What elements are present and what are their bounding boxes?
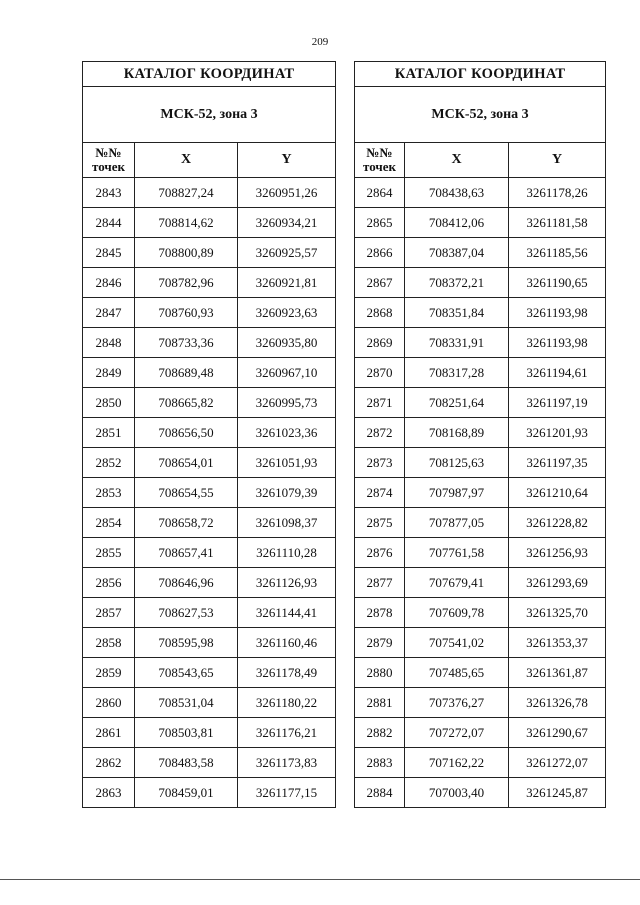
- x-coordinate-cell: 708627,53: [135, 598, 238, 628]
- table-row: [83, 178, 336, 208]
- table-row: [83, 508, 336, 538]
- table-row: [83, 598, 336, 628]
- y-coordinate-cell: 3260921,81: [238, 268, 336, 298]
- table-row: [83, 238, 336, 268]
- table-row: [83, 688, 336, 718]
- x-coordinate-cell: 707485,65: [405, 658, 509, 688]
- x-coordinate-cell: 707609,78: [405, 598, 509, 628]
- point-number-header-line2: точек: [363, 159, 396, 174]
- x-coordinate-cell: 707877,05: [405, 508, 509, 538]
- table-row: [355, 778, 606, 808]
- point-number-cell: 2844: [83, 208, 135, 238]
- table-row: [355, 538, 606, 568]
- point-number-cell: 2873: [355, 448, 405, 478]
- table-row: [83, 328, 336, 358]
- x-coordinate-cell: 708800,89: [135, 238, 238, 268]
- y-coordinate-cell: 3261098,37: [238, 508, 336, 538]
- y-coordinate-cell: 3261256,93: [509, 538, 606, 568]
- point-number-cell: 2860: [83, 688, 135, 718]
- table-row: [83, 358, 336, 388]
- point-number-cell: 2883: [355, 748, 405, 778]
- x-coordinate-cell: 708459,01: [135, 778, 238, 808]
- table-row: [83, 748, 336, 778]
- table-row: [355, 418, 606, 448]
- x-coordinate-cell: 708760,93: [135, 298, 238, 328]
- y-coordinate-cell: 3261177,15: [238, 778, 336, 808]
- y-coordinate-cell: 3261325,70: [509, 598, 606, 628]
- point-number-cell: 2869: [355, 328, 405, 358]
- point-number-cell: 2851: [83, 418, 135, 448]
- table-row: [83, 268, 336, 298]
- y-coordinate-cell: 3261178,49: [238, 658, 336, 688]
- x-coordinate-cell: 708595,98: [135, 628, 238, 658]
- y-coordinate-cell: 3261293,69: [509, 568, 606, 598]
- table-row: [355, 568, 606, 598]
- point-number-cell: 2866: [355, 238, 405, 268]
- y-coordinate-cell: 3261361,87: [509, 658, 606, 688]
- x-coordinate-cell: 707376,27: [405, 688, 509, 718]
- x-coordinate-cell: 708351,84: [405, 298, 509, 328]
- y-coordinate-cell: 3261290,67: [509, 718, 606, 748]
- catalog-rows: [83, 178, 336, 808]
- y-coordinate-cell: 3261197,19: [509, 388, 606, 418]
- table-row: [355, 208, 606, 238]
- x-coordinate-cell: 707162,22: [405, 748, 509, 778]
- y-coordinate-cell: 3261178,26: [509, 178, 606, 208]
- x-coordinate-cell: 708814,62: [135, 208, 238, 238]
- table-row: [355, 658, 606, 688]
- x-coordinate-cell: 707679,41: [405, 568, 509, 598]
- x-coordinate-cell: 708503,81: [135, 718, 238, 748]
- point-number-cell: 2868: [355, 298, 405, 328]
- point-number-cell: 2858: [83, 628, 135, 658]
- x-coordinate-cell: 708689,48: [135, 358, 238, 388]
- y-coordinate-cell: 3261245,87: [509, 778, 606, 808]
- x-coordinate-cell: 707272,07: [405, 718, 509, 748]
- point-number-cell: 2859: [83, 658, 135, 688]
- point-number-header-line1: №№: [95, 145, 122, 160]
- point-number-cell: 2884: [355, 778, 405, 808]
- x-coordinate-cell: 708372,21: [405, 268, 509, 298]
- point-number-cell: 2876: [355, 538, 405, 568]
- point-number-header: [355, 143, 405, 178]
- table-row: [83, 298, 336, 328]
- point-number-cell: 2863: [83, 778, 135, 808]
- point-number-cell: 2878: [355, 598, 405, 628]
- table-row: [355, 508, 606, 538]
- table-row: [83, 568, 336, 598]
- table-row: [355, 598, 606, 628]
- coordinate-catalog-table-left: [82, 61, 336, 808]
- table-row: [83, 628, 336, 658]
- point-number-cell: 2862: [83, 748, 135, 778]
- table-row: [83, 208, 336, 238]
- point-number-cell: 2854: [83, 508, 135, 538]
- point-number-cell: 2874: [355, 478, 405, 508]
- x-column-header: X: [135, 143, 238, 178]
- x-coordinate-cell: 708654,01: [135, 448, 238, 478]
- x-coordinate-cell: 708654,55: [135, 478, 238, 508]
- x-coordinate-cell: 708251,64: [405, 388, 509, 418]
- table-row: [83, 448, 336, 478]
- y-coordinate-cell: 3261201,93: [509, 418, 606, 448]
- page-number: 209: [311, 36, 329, 48]
- table-row: [83, 718, 336, 748]
- table-row: [355, 718, 606, 748]
- point-number-cell: 2847: [83, 298, 135, 328]
- y-coordinate-cell: 3261023,36: [238, 418, 336, 448]
- point-number-cell: 2870: [355, 358, 405, 388]
- table-row: [355, 478, 606, 508]
- y-coordinate-cell: 3261193,98: [509, 298, 606, 328]
- point-number-cell: 2856: [83, 568, 135, 598]
- x-coordinate-cell: 708646,96: [135, 568, 238, 598]
- point-number-cell: 2877: [355, 568, 405, 598]
- x-coordinate-cell: 708125,63: [405, 448, 509, 478]
- catalog-title: КАТАЛОГ КООРДИНАТ: [355, 62, 606, 87]
- table-row: [83, 388, 336, 418]
- y-coordinate-cell: 3261173,83: [238, 748, 336, 778]
- x-coordinate-cell: 708658,72: [135, 508, 238, 538]
- y-coordinate-cell: 3261326,78: [509, 688, 606, 718]
- y-coordinate-cell: 3261194,61: [509, 358, 606, 388]
- point-number-cell: 2879: [355, 628, 405, 658]
- table-row: [83, 658, 336, 688]
- point-number-cell: 2872: [355, 418, 405, 448]
- table-row: [83, 478, 336, 508]
- point-number-cell: 2857: [83, 598, 135, 628]
- y-coordinate-cell: 3261126,93: [238, 568, 336, 598]
- y-coordinate-cell: 3261353,37: [509, 628, 606, 658]
- y-column-header: Y: [509, 143, 606, 178]
- table-row: [355, 448, 606, 478]
- point-number-cell: 2853: [83, 478, 135, 508]
- point-number-header-line1: №№: [366, 145, 393, 160]
- y-coordinate-cell: 3261051,93: [238, 448, 336, 478]
- y-coordinate-cell: 3261197,35: [509, 448, 606, 478]
- table-row: [355, 358, 606, 388]
- table-row: [355, 238, 606, 268]
- x-coordinate-cell: 708168,89: [405, 418, 509, 448]
- y-coordinate-cell: 3261228,82: [509, 508, 606, 538]
- x-coordinate-cell: 708656,50: [135, 418, 238, 448]
- x-coordinate-cell: 708438,63: [405, 178, 509, 208]
- y-coordinate-cell: 3260935,80: [238, 328, 336, 358]
- y-coordinate-cell: 3260934,21: [238, 208, 336, 238]
- y-coordinate-cell: 3261176,21: [238, 718, 336, 748]
- y-coordinate-cell: 3261185,56: [509, 238, 606, 268]
- point-number-cell: 2845: [83, 238, 135, 268]
- y-coordinate-cell: 3260923,63: [238, 298, 336, 328]
- catalog-rows: [355, 178, 606, 808]
- table-row: [355, 688, 606, 718]
- point-number-cell: 2882: [355, 718, 405, 748]
- x-coordinate-cell: 708483,58: [135, 748, 238, 778]
- point-number-cell: 2849: [83, 358, 135, 388]
- coordinate-catalog-table-right: [354, 61, 606, 808]
- y-coordinate-cell: 3261110,28: [238, 538, 336, 568]
- x-coordinate-cell: 708657,41: [135, 538, 238, 568]
- table-row: [83, 538, 336, 568]
- point-number-header: [83, 143, 135, 178]
- x-coordinate-cell: 708733,36: [135, 328, 238, 358]
- coordinate-system-subtitle: МСК-52, зона 3: [355, 87, 606, 143]
- y-coordinate-cell: 3260995,73: [238, 388, 336, 418]
- y-coordinate-cell: 3261193,98: [509, 328, 606, 358]
- x-coordinate-cell: 708782,96: [135, 268, 238, 298]
- point-number-cell: 2864: [355, 178, 405, 208]
- page-bottom-rule: [0, 879, 640, 880]
- y-coordinate-cell: 3261181,58: [509, 208, 606, 238]
- point-number-cell: 2881: [355, 688, 405, 718]
- point-number-cell: 2875: [355, 508, 405, 538]
- point-number-header-line2: точек: [92, 159, 125, 174]
- x-coordinate-cell: 708665,82: [135, 388, 238, 418]
- x-coordinate-cell: 708543,65: [135, 658, 238, 688]
- table-row: [355, 388, 606, 418]
- point-number-cell: 2867: [355, 268, 405, 298]
- y-coordinate-cell: 3260925,57: [238, 238, 336, 268]
- table-row: [83, 418, 336, 448]
- coordinate-system-subtitle: МСК-52, зона 3: [83, 87, 336, 143]
- y-coordinate-cell: 3261210,64: [509, 478, 606, 508]
- point-number-cell: 2880: [355, 658, 405, 688]
- x-coordinate-cell: 707987,97: [405, 478, 509, 508]
- point-number-cell: 2843: [83, 178, 135, 208]
- y-coordinate-cell: 3261079,39: [238, 478, 336, 508]
- x-coordinate-cell: 708412,06: [405, 208, 509, 238]
- x-coordinate-cell: 707003,40: [405, 778, 509, 808]
- point-number-cell: 2855: [83, 538, 135, 568]
- x-column-header: X: [405, 143, 509, 178]
- table-row: [83, 778, 336, 808]
- x-coordinate-cell: 707761,58: [405, 538, 509, 568]
- y-coordinate-cell: 3261160,46: [238, 628, 336, 658]
- point-number-cell: 2852: [83, 448, 135, 478]
- table-row: [355, 628, 606, 658]
- table-row: [355, 298, 606, 328]
- y-coordinate-cell: 3260967,10: [238, 358, 336, 388]
- table-row: [355, 268, 606, 298]
- y-coordinate-cell: 3260951,26: [238, 178, 336, 208]
- point-number-cell: 2848: [83, 328, 135, 358]
- x-coordinate-cell: 708531,04: [135, 688, 238, 718]
- point-number-cell: 2850: [83, 388, 135, 418]
- x-coordinate-cell: 708387,04: [405, 238, 509, 268]
- y-coordinate-cell: 3261144,41: [238, 598, 336, 628]
- table-row: [355, 178, 606, 208]
- y-coordinate-cell: 3261180,22: [238, 688, 336, 718]
- table-row: [355, 748, 606, 778]
- point-number-cell: 2861: [83, 718, 135, 748]
- x-coordinate-cell: 708331,91: [405, 328, 509, 358]
- x-coordinate-cell: 708317,28: [405, 358, 509, 388]
- y-coordinate-cell: 3261190,65: [509, 268, 606, 298]
- x-coordinate-cell: 707541,02: [405, 628, 509, 658]
- y-coordinate-cell: 3261272,07: [509, 748, 606, 778]
- point-number-cell: 2871: [355, 388, 405, 418]
- catalog-title: КАТАЛОГ КООРДИНАТ: [83, 62, 336, 87]
- y-column-header: Y: [238, 143, 336, 178]
- table-row: [355, 328, 606, 358]
- x-coordinate-cell: 708827,24: [135, 178, 238, 208]
- point-number-cell: 2846: [83, 268, 135, 298]
- point-number-cell: 2865: [355, 208, 405, 238]
